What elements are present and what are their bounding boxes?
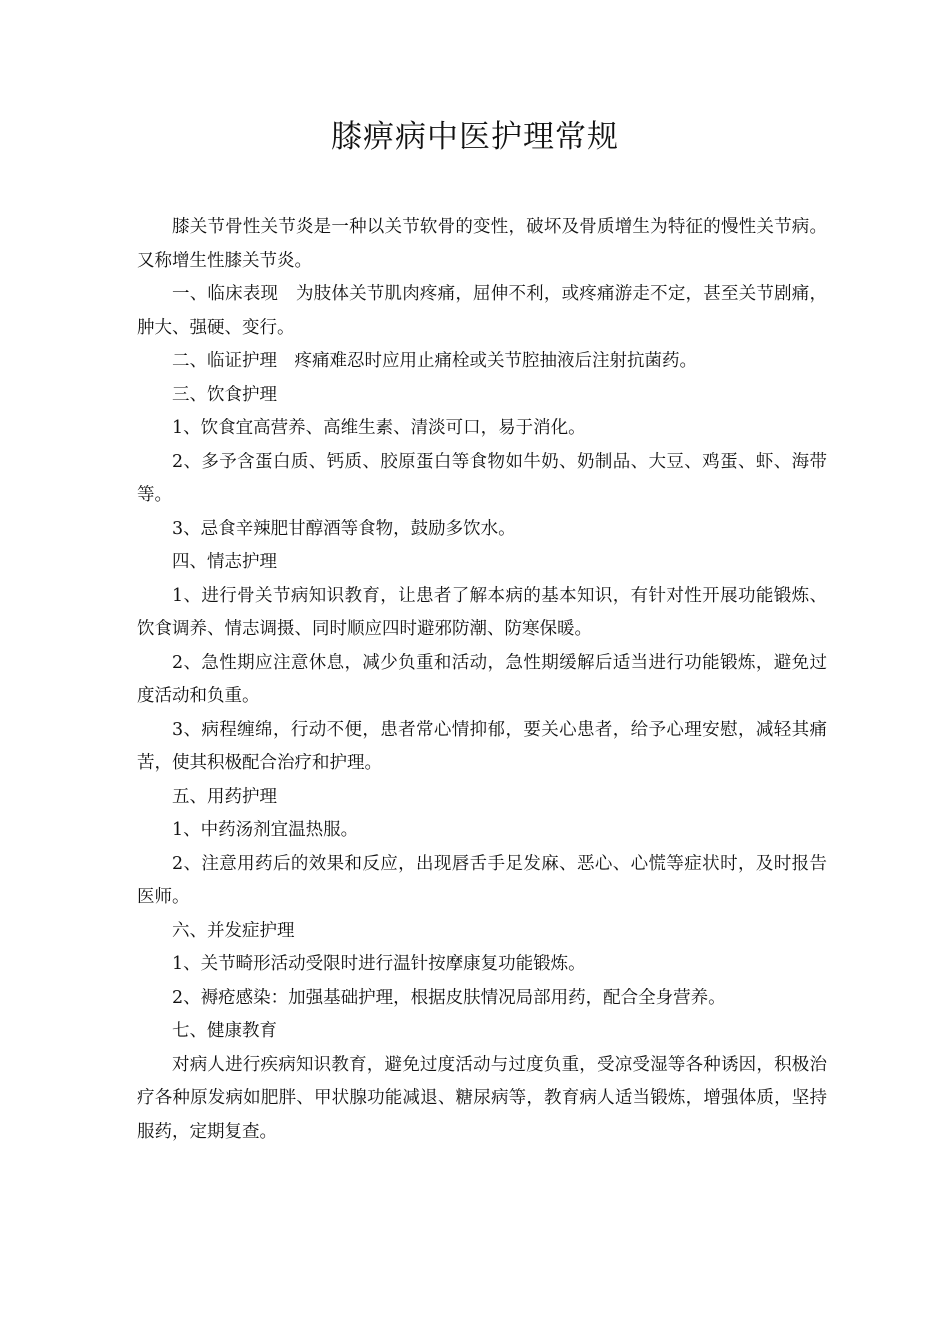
medication-item-2: 2、注意用药后的效果和反应，出现唇舌手足发麻、恶心、心慌等症状时，及时报告医师。	[137, 853, 827, 907]
diet-item-2: 2、多予含蛋白质、钙质、胶原蛋白等食物如牛奶、奶制品、大豆、鸡蛋、虾、海带等。	[137, 451, 827, 505]
complication-item-2: 2、褥疮感染：加强基础护理，根据皮肤情况局部用药，配合全身营养。	[172, 987, 726, 1008]
diet-item-3: 3、忌食辛辣肥甘醇酒等食物，鼓励多饮水。	[172, 518, 516, 539]
diet-item-1: 1、饮食宜高营养、高维生素、清淡可口，易于消化。	[172, 418, 586, 438]
section-heading-diet: 三、饮食护理	[172, 384, 277, 405]
health-education-paragraph: 对病人进行疾病知识教育，避免过度活动与过度负重，受凉受湿等各种诱因，积极治疗各种原发病如肥胖、甲状腺功能减退、糖尿病等，教育病人适当锻炼，增强体质，坚持服药，定期复查。	[137, 1054, 827, 1142]
section-heading-emotion: 四、情志护理	[172, 552, 277, 572]
document-body	[137, 211, 827, 1149]
emotion-item-3: 3、病程缠绵，行动不便，患者常心情抑郁，要关心患者，给予心理安慰，减轻其痛苦，使其积极配合治疗和护理。	[137, 719, 827, 773]
section-clinical-nursing: 二、临证护理 疼痛难忍时应用止痛栓或关节腔抽液后注射抗菌药。	[172, 351, 697, 371]
document-title: 膝痹病中医护理常规	[331, 119, 619, 155]
medication-item-1: 1、中药汤剂宜温热服。	[172, 820, 359, 840]
section-heading-complications: 六、并发症护理	[172, 920, 295, 941]
section-clinical-manifestation: 一、临床表现 为肢体关节肌肉疼痛，屈伸不利，或疼痛游走不定，甚至关节剧痛，肿大、强硬、变行。	[137, 284, 827, 338]
complication-item-1: 1、关节畸形活动受限时进行温针按摩康复功能锻炼。	[172, 954, 586, 974]
emotion-item-1: 1、进行骨关节病知识教育，让患者了解本病的基本知识，有针对性开展功能锻炼、饮食调养、情志调摄、同时顺应四时避邪防潮、防寒保暖。	[137, 585, 827, 639]
section-heading-health-education: 七、健康教育	[172, 1021, 277, 1041]
intro-paragraph: 膝关节骨性关节炎是一种以关节软骨的变性，破坏及骨质增生为特征的慢性关节病。又称增生性膝关节炎。	[137, 217, 827, 271]
section-heading-medication: 五、用药护理	[172, 786, 277, 807]
emotion-item-2: 2、急性期应注意休息，减少负重和活动，急性期缓解后适当进行功能锻炼，避免过度活动和负重。	[137, 652, 827, 706]
